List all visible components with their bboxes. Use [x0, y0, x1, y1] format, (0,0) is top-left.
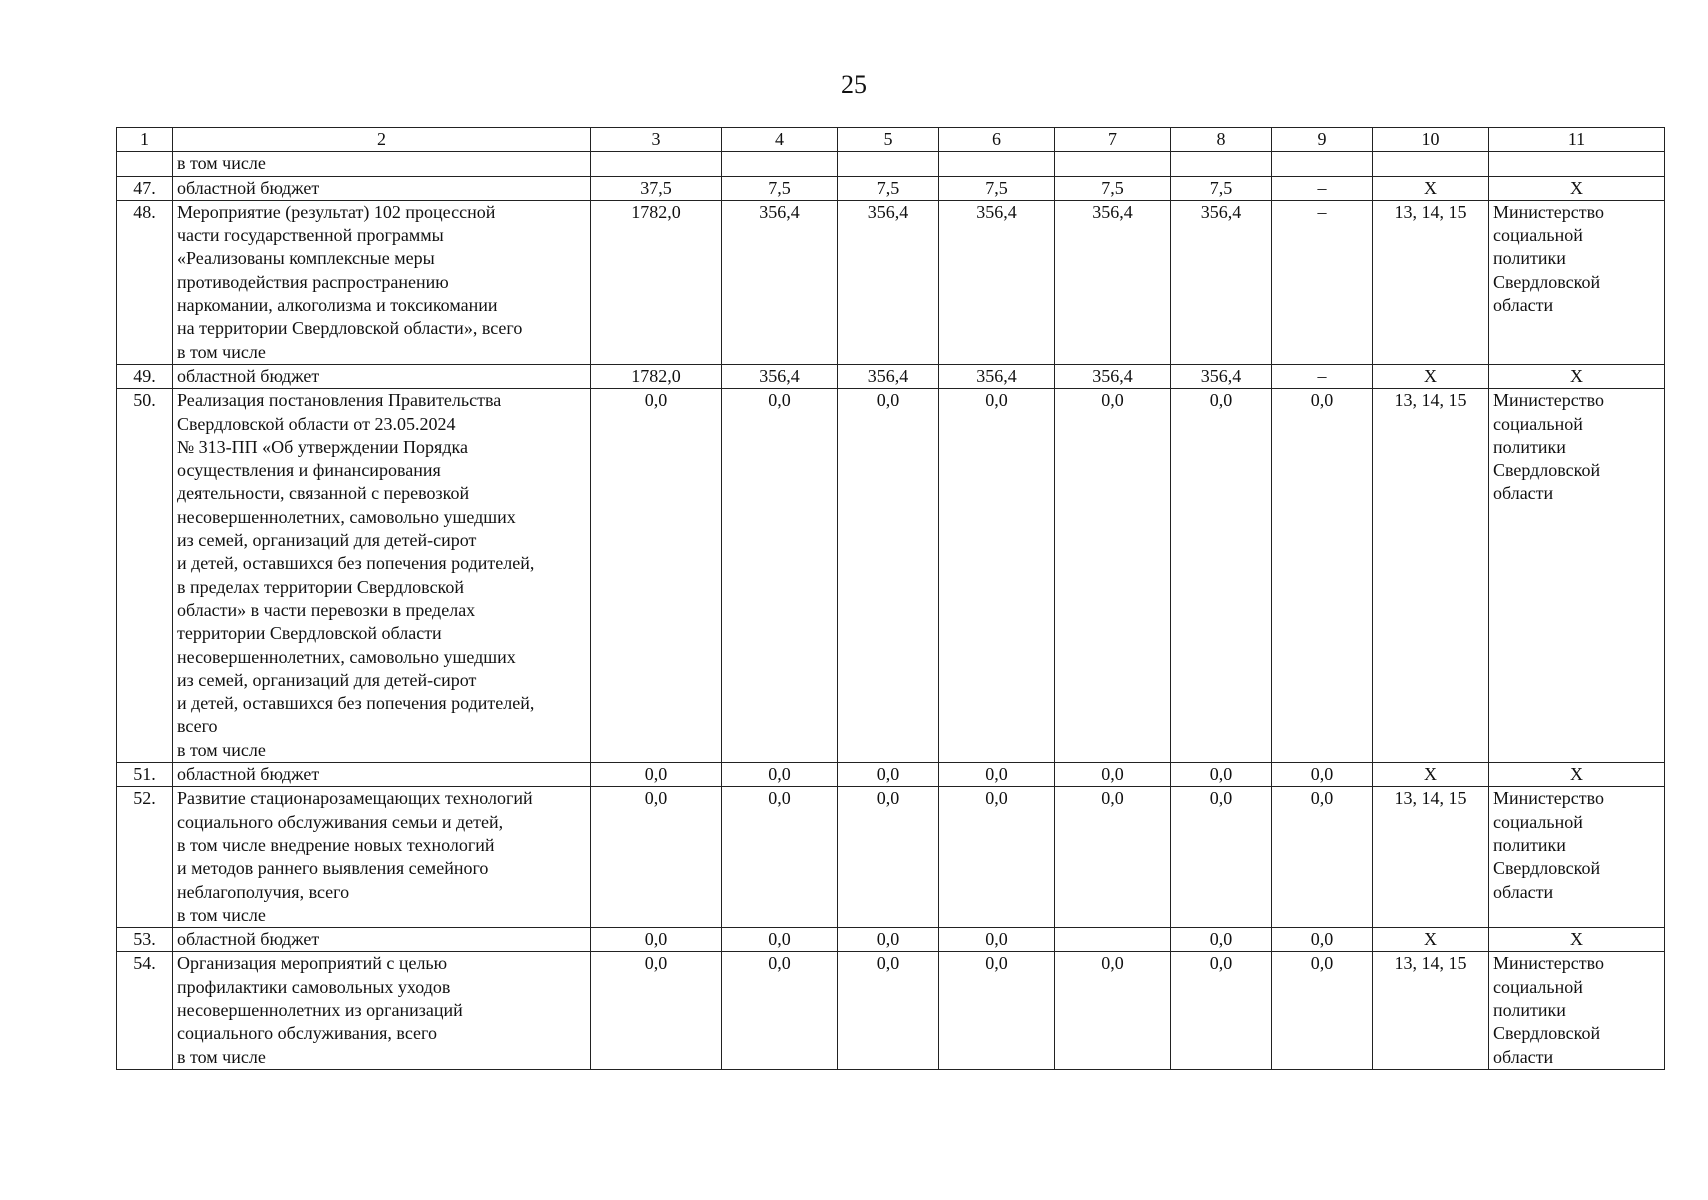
value-cell-col-3: 37,5	[591, 176, 722, 200]
row-name-cell	[173, 152, 591, 176]
row-name-line: части государственной программы	[177, 225, 444, 246]
value-cell-col-6: 0,0	[939, 763, 1055, 787]
column-header-row	[117, 128, 1665, 152]
responsible-cell: X	[1489, 364, 1665, 388]
value-cell-col-5: 0,0	[838, 389, 939, 763]
row-name-line: из семей, организаций для детей-сирот	[177, 669, 477, 690]
targets-cell: X	[1373, 928, 1489, 952]
value-cell-col-7	[1055, 928, 1171, 952]
value-cell-col-4: 7,5	[722, 176, 838, 200]
value-cell-col-8: 7,5	[1171, 176, 1272, 200]
value-cell-col-5: 356,4	[838, 364, 939, 388]
row-number-cell: 49.	[117, 364, 173, 388]
responsible-cell: X	[1489, 176, 1665, 200]
value-cell-col-5: 0,0	[838, 928, 939, 952]
value-cell-col-9: 0,0	[1272, 389, 1373, 763]
value-cell-col-9: 0,0	[1272, 787, 1373, 928]
targets-cell: X	[1373, 364, 1489, 388]
value-cell-col-3: 0,0	[591, 928, 722, 952]
value-cell-col-3: 1782,0	[591, 364, 722, 388]
column-header-9: 9	[1272, 128, 1373, 152]
table-row	[117, 200, 1665, 364]
column-header-2: 2	[173, 128, 591, 152]
value-cell-col-5: 356,4	[838, 200, 939, 364]
value-cell-col-6: 0,0	[939, 389, 1055, 763]
row-name-line: № 313-ПП «Об утверждении Порядка	[177, 436, 468, 457]
row-name-line: социального обслуживания, всего	[177, 1023, 437, 1044]
row-name-line: и детей, оставшихся без попечения родителей,	[177, 693, 535, 714]
value-cell-col-7: 0,0	[1055, 389, 1171, 763]
table-row	[117, 152, 1665, 176]
value-cell-col-7: 356,4	[1055, 200, 1171, 364]
budget-table	[116, 127, 1665, 1070]
responsible-line: Министерство	[1493, 953, 1604, 974]
row-name-line: в том числе	[177, 1046, 266, 1067]
value-cell-col-8: 356,4	[1171, 200, 1272, 364]
value-cell-col-6: 0,0	[939, 787, 1055, 928]
row-name-line: Мероприятие (результат) 102 процессной	[177, 201, 496, 222]
value-cell-col-7: 7,5	[1055, 176, 1171, 200]
value-cell-col-5: 0,0	[838, 952, 939, 1069]
row-name-line: области» в части перевозки в пределах	[177, 599, 476, 620]
column-header-4: 4	[722, 128, 838, 152]
responsible-cell	[1489, 787, 1665, 928]
row-number-cell: 54.	[117, 952, 173, 1069]
targets-cell: 13, 14, 15	[1373, 952, 1489, 1069]
row-name-cell	[173, 176, 591, 200]
row-name-line: территории Свердловской области	[177, 623, 442, 644]
responsible-line: Министерство	[1493, 201, 1604, 222]
responsible-cell	[1489, 952, 1665, 1069]
row-name-line: в том числе внедрение новых технологий	[177, 834, 495, 855]
column-header-5: 5	[838, 128, 939, 152]
value-cell-col-3: 0,0	[591, 787, 722, 928]
row-name-cell	[173, 763, 591, 787]
row-name-line: Реализация постановления Правительства	[177, 390, 502, 411]
row-number-cell: 52.	[117, 787, 173, 928]
responsible-line: области	[1493, 881, 1554, 902]
value-cell-col-3: 0,0	[591, 952, 722, 1069]
responsible-line: Свердловской	[1493, 271, 1601, 292]
value-cell-col-4: 0,0	[722, 389, 838, 763]
row-name-line: социального обслуживания семьи и детей,	[177, 811, 504, 832]
responsible-cell	[1489, 389, 1665, 763]
value-cell-col-8: 0,0	[1171, 389, 1272, 763]
value-cell-col-9: –	[1272, 364, 1373, 388]
row-name-line: деятельности, связанной с перевозкой	[177, 483, 470, 504]
responsible-cell: X	[1489, 928, 1665, 952]
value-cell-col-8: 0,0	[1171, 763, 1272, 787]
row-name-line: всего	[177, 716, 218, 737]
responsible-line: социальной	[1493, 976, 1583, 997]
value-cell-col-5	[838, 152, 939, 176]
value-cell-col-6: 7,5	[939, 176, 1055, 200]
value-cell-col-7	[1055, 152, 1171, 176]
value-cell-col-6: 0,0	[939, 928, 1055, 952]
responsible-line: Свердловской	[1493, 460, 1601, 481]
value-cell-col-8: 0,0	[1171, 952, 1272, 1069]
responsible-cell: X	[1489, 763, 1665, 787]
value-cell-col-8: 356,4	[1171, 364, 1272, 388]
responsible-line: политики	[1493, 834, 1566, 855]
value-cell-col-6: 0,0	[939, 952, 1055, 1069]
value-cell-col-9: 0,0	[1272, 952, 1373, 1069]
responsible-line: области	[1493, 1046, 1554, 1067]
table-row	[117, 952, 1665, 1069]
table-row	[117, 928, 1665, 952]
row-name-line: противодействия распространению	[177, 271, 449, 292]
row-number-cell: 47.	[117, 176, 173, 200]
value-cell-col-4: 356,4	[722, 200, 838, 364]
value-cell-col-3: 0,0	[591, 389, 722, 763]
responsible-line: социальной	[1493, 413, 1583, 434]
responsible-line: области	[1493, 295, 1554, 316]
value-cell-col-3	[591, 152, 722, 176]
value-cell-col-9: –	[1272, 200, 1373, 364]
value-cell-col-4: 356,4	[722, 364, 838, 388]
row-name-line: несовершеннолетних из организаций	[177, 999, 463, 1020]
row-name-line: осуществления и финансирования	[177, 460, 441, 481]
responsible-line: Министерство	[1493, 390, 1604, 411]
row-name-line: и методов раннего выявления семейного	[177, 858, 489, 879]
column-header-6: 6	[939, 128, 1055, 152]
row-name-line: в том числе	[177, 341, 266, 362]
row-name-line: из семей, организаций для детей-сирот	[177, 530, 477, 551]
value-cell-col-4: 0,0	[722, 952, 838, 1069]
table-row	[117, 787, 1665, 928]
value-cell-col-9: –	[1272, 176, 1373, 200]
responsible-line: политики	[1493, 248, 1566, 269]
row-number-cell: 48.	[117, 200, 173, 364]
value-cell-col-8	[1171, 152, 1272, 176]
value-cell-col-4: 0,0	[722, 787, 838, 928]
value-cell-col-5: 0,0	[838, 763, 939, 787]
value-cell-col-7: 0,0	[1055, 787, 1171, 928]
value-cell-col-7: 356,4	[1055, 364, 1171, 388]
page-number: 25	[841, 70, 867, 99]
table-row	[117, 176, 1665, 200]
value-cell-col-7: 0,0	[1055, 952, 1171, 1069]
row-name-cell	[173, 952, 591, 1069]
value-cell-col-8: 0,0	[1171, 928, 1272, 952]
table-row	[117, 364, 1665, 388]
responsible-line: Министерство	[1493, 788, 1604, 809]
value-cell-col-9	[1272, 152, 1373, 176]
row-name-line: Свердловской области от 23.05.2024	[177, 413, 456, 434]
value-cell-col-7: 0,0	[1055, 763, 1171, 787]
row-name-line: в том числе	[177, 904, 266, 925]
column-header-1: 1	[117, 128, 173, 152]
table-row	[117, 763, 1665, 787]
responsible-line: области	[1493, 483, 1554, 504]
targets-cell	[1373, 152, 1489, 176]
column-header-8: 8	[1171, 128, 1272, 152]
row-name-line: и детей, оставшихся без попечения родителей,	[177, 553, 535, 574]
row-number-cell: 53.	[117, 928, 173, 952]
row-name-line: в пределах территории Свердловской	[177, 576, 465, 597]
row-name-line: неблагополучия, всего	[177, 881, 350, 902]
value-cell-col-3: 0,0	[591, 763, 722, 787]
responsible-line: социальной	[1493, 225, 1583, 246]
value-cell-col-8: 0,0	[1171, 787, 1272, 928]
column-header-10: 10	[1373, 128, 1489, 152]
responsible-cell	[1489, 152, 1665, 176]
row-name-line: в том числе	[177, 153, 266, 174]
value-cell-col-3: 1782,0	[591, 200, 722, 364]
row-name-line: профилактики самовольных уходов	[177, 976, 451, 997]
responsible-cell	[1489, 200, 1665, 364]
row-name-line: областной бюджет	[177, 177, 320, 198]
value-cell-col-6	[939, 152, 1055, 176]
row-name-line: областной бюджет	[177, 365, 320, 386]
row-name-cell	[173, 364, 591, 388]
responsible-line: Свердловской	[1493, 1023, 1601, 1044]
row-name-cell	[173, 389, 591, 763]
targets-cell: 13, 14, 15	[1373, 389, 1489, 763]
value-cell-col-9: 0,0	[1272, 928, 1373, 952]
row-name-line: Организация мероприятий с целью	[177, 953, 448, 974]
value-cell-col-5: 7,5	[838, 176, 939, 200]
targets-cell: 13, 14, 15	[1373, 787, 1489, 928]
targets-cell: X	[1373, 763, 1489, 787]
responsible-line: социальной	[1493, 811, 1583, 832]
column-header-7: 7	[1055, 128, 1171, 152]
row-name-cell	[173, 200, 591, 364]
targets-cell: X	[1373, 176, 1489, 200]
row-name-line: областной бюджет	[177, 929, 320, 950]
column-header-3: 3	[591, 128, 722, 152]
value-cell-col-6: 356,4	[939, 364, 1055, 388]
table-body	[117, 128, 1665, 1070]
row-name-line: «Реализованы комплексные меры	[177, 248, 435, 269]
row-number-cell: 51.	[117, 763, 173, 787]
responsible-line: политики	[1493, 999, 1566, 1020]
row-number-cell: 50.	[117, 389, 173, 763]
targets-cell: 13, 14, 15	[1373, 200, 1489, 364]
row-name-line: несовершеннолетних, самовольно ушедших	[177, 506, 516, 527]
row-name-line: несовершеннолетних, самовольно ушедших	[177, 646, 516, 667]
value-cell-col-4: 0,0	[722, 928, 838, 952]
responsible-line: политики	[1493, 436, 1566, 457]
row-name-cell	[173, 787, 591, 928]
value-cell-col-5: 0,0	[838, 787, 939, 928]
row-name-cell	[173, 928, 591, 952]
row-number-cell	[117, 152, 173, 176]
row-name-line: в том числе	[177, 739, 266, 760]
value-cell-col-4: 0,0	[722, 763, 838, 787]
row-name-line: Развитие стационарозамещающих технологий	[177, 788, 533, 809]
column-header-11: 11	[1489, 128, 1665, 152]
responsible-line: Свердловской	[1493, 858, 1601, 879]
row-name-line: на территории Свердловской области», всего	[177, 318, 523, 339]
row-name-line: наркомании, алкоголизма и токсикомании	[177, 295, 498, 316]
value-cell-col-6: 356,4	[939, 200, 1055, 364]
value-cell-col-9: 0,0	[1272, 763, 1373, 787]
row-name-line: областной бюджет	[177, 764, 320, 785]
value-cell-col-4	[722, 152, 838, 176]
table-row	[117, 389, 1665, 763]
